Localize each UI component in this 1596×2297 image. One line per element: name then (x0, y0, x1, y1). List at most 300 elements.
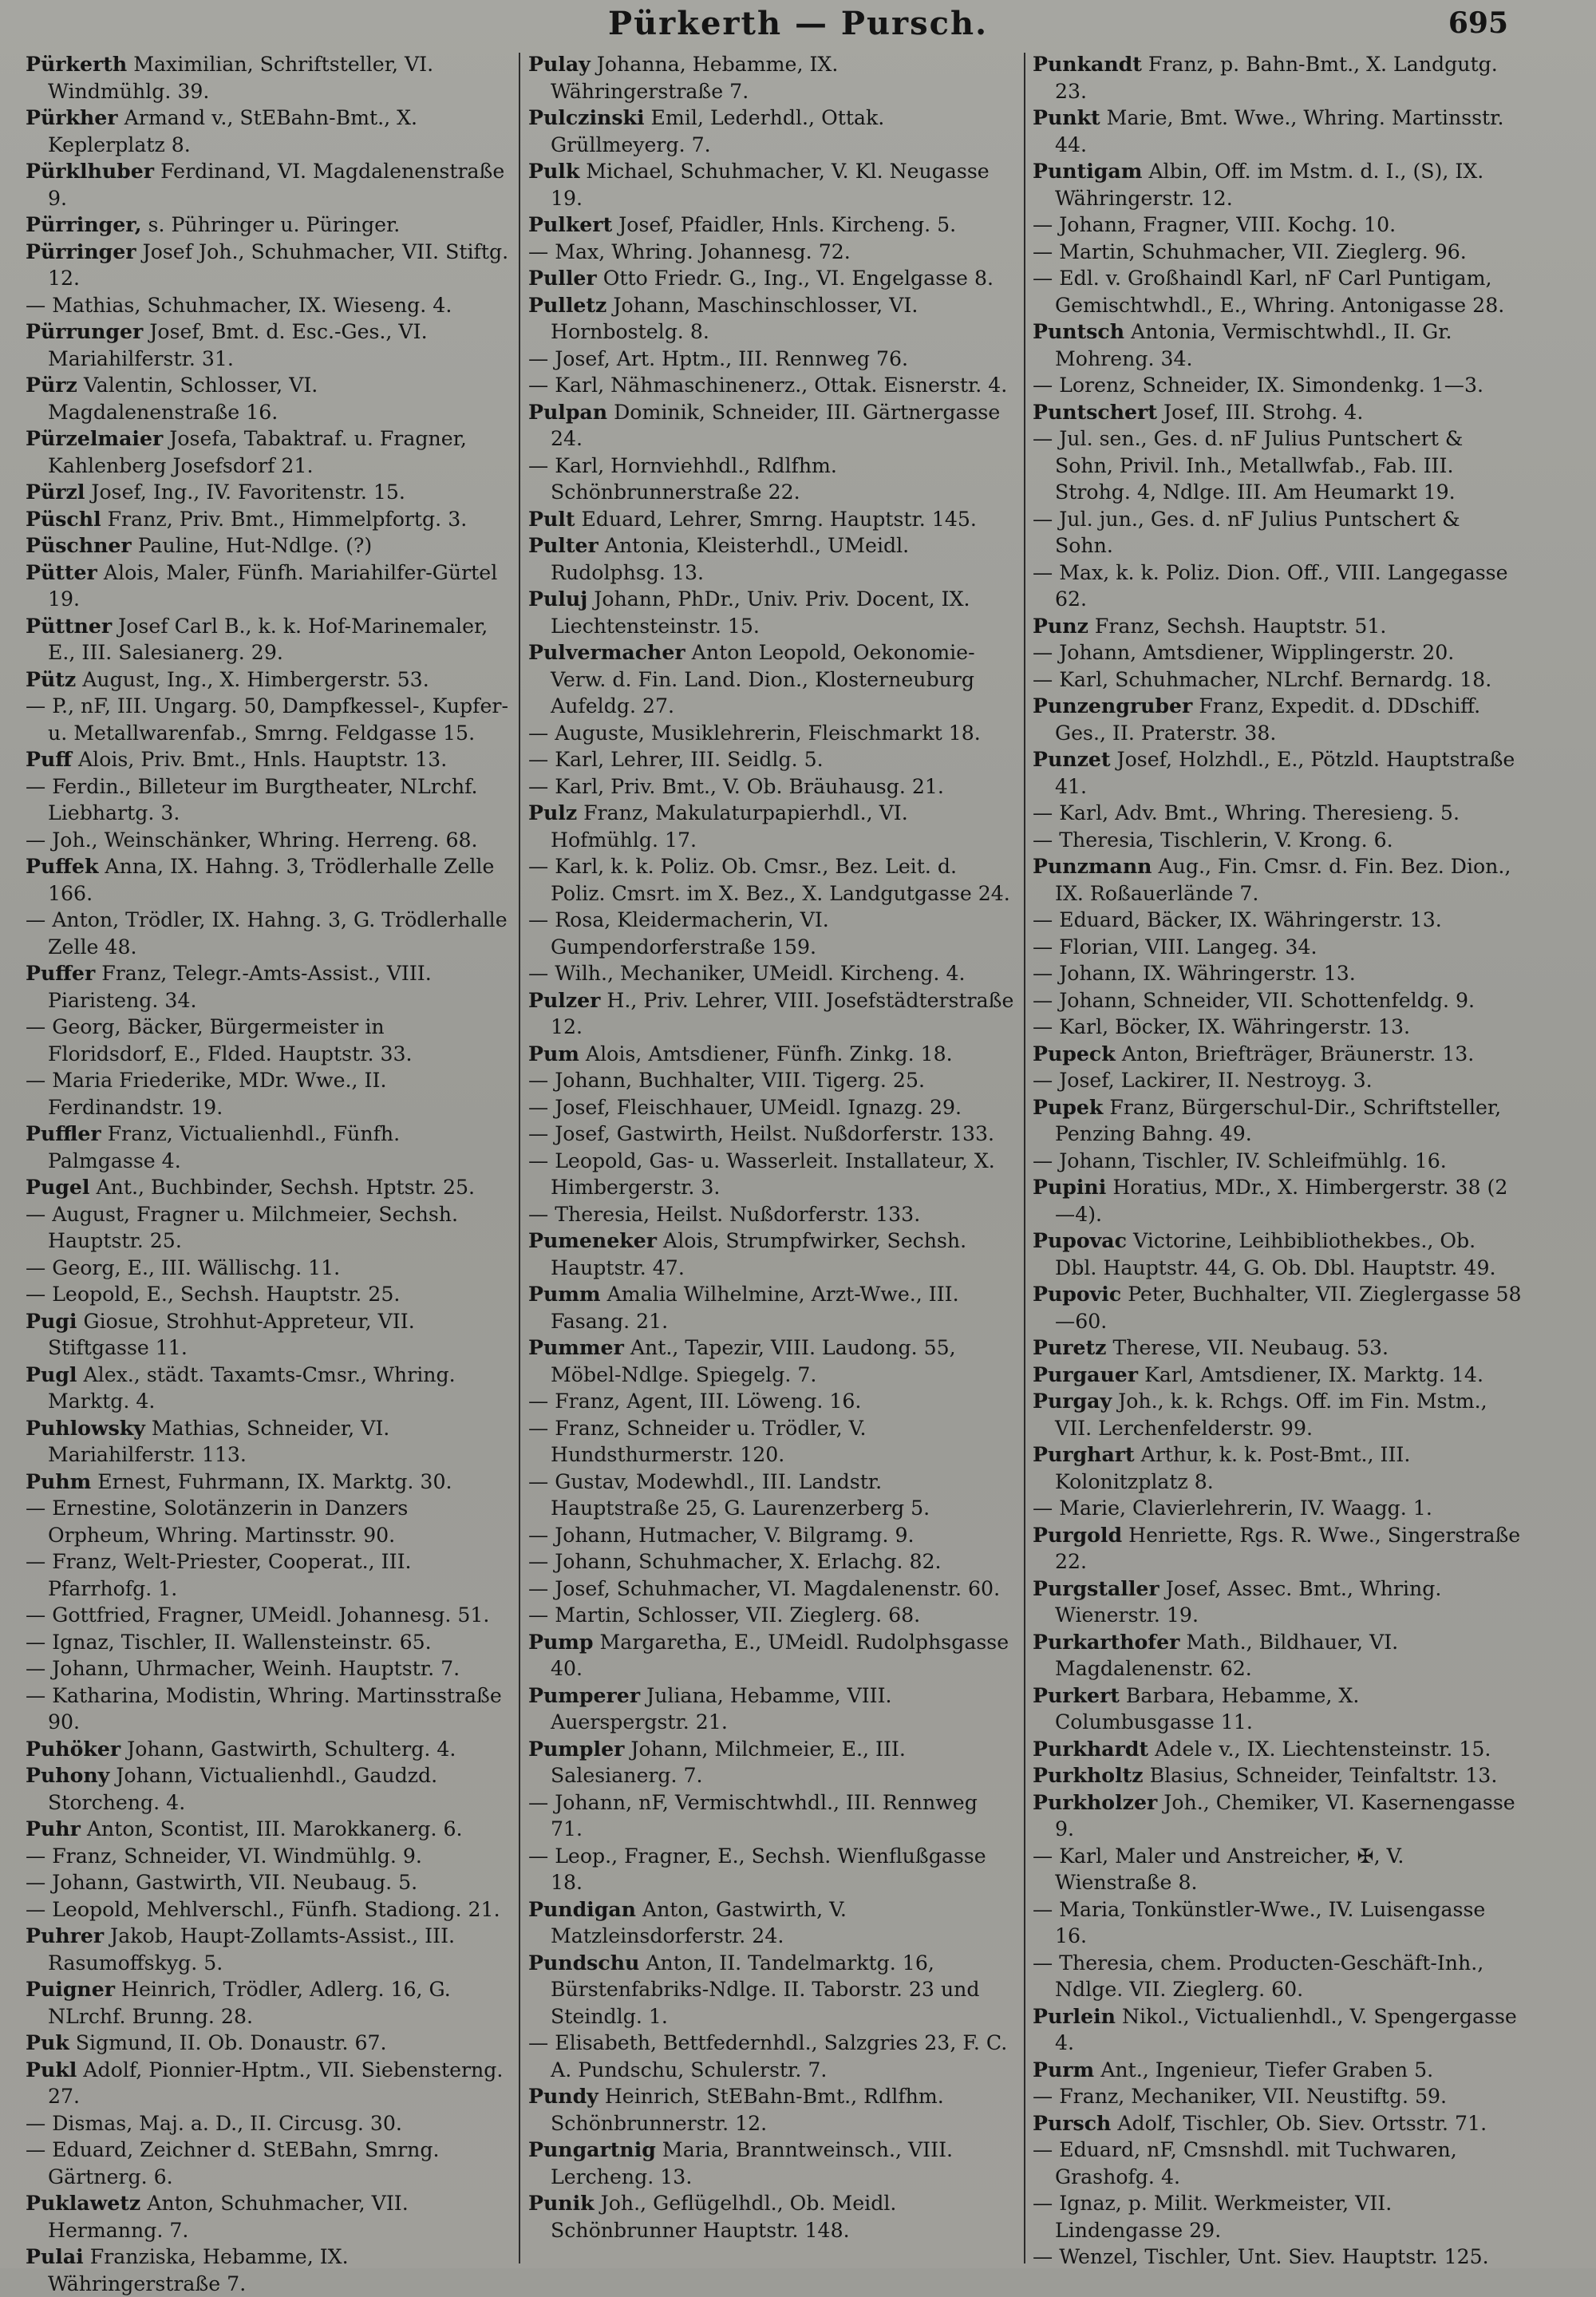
directory-entry (1033, 666, 1523, 694)
entry-details: Josef, Bmt. d. Esc.-Ges., VI. Mariahilferstr. 31. (48, 320, 428, 370)
entry-details: Josef Joh., Schuhmacher, VII. Stiftg. 12. (48, 239, 509, 290)
entry-details: — Johann, Hutmacher, V. Bilgramg. 9. (528, 1523, 915, 1547)
entry-surname: Pürrunger (26, 319, 144, 343)
entry-details: Franz, Bürgerschul-Dir., Schriftsteller, Penzing Bahng. 49. (1055, 1095, 1502, 1145)
entry-surname: Pürkher (26, 105, 118, 129)
entry-surname: Puklawetz (26, 2191, 141, 2215)
entry-surname: Pütz (26, 666, 77, 691)
directory-entry (528, 1950, 1015, 2030)
directory-entry (26, 1736, 509, 1763)
directory-entry (26, 1121, 509, 1174)
entry-details: Karl, Amtsdiener, IX. Marktg. 14. (1138, 1362, 1483, 1386)
entry-details: Sigmund, II. Ob. Donaustr. 67. (69, 2031, 387, 2054)
directory-entry (26, 318, 509, 372)
entry-surname: Pump (528, 1629, 594, 1654)
directory-entry (528, 1789, 1015, 1843)
entry-details: Michael, Schuhmacher, V. Kl. Neugasse 19. (551, 160, 990, 210)
entry-details: — Johann, IX. Währingerstr. 13. (1033, 962, 1356, 985)
directory-entry (26, 1415, 509, 1469)
entry-surname: Pürzelmaier (26, 426, 164, 450)
entry-surname: Puhlowsky (26, 1415, 145, 1440)
directory-entry (1033, 158, 1523, 212)
directory-entry (26, 2057, 509, 2110)
directory-entry (26, 1843, 509, 1870)
entry-details: — Katharina, Modistin, Whring. Martinsstraße 90. (26, 1683, 502, 1734)
entry-details: — Wenzel, Tischler, Unt. Siev. Hauptstr. 125. (1033, 2245, 1489, 2268)
entry-details: — Martin, Schlosser, VII. Zieglerg. 68. (528, 1603, 921, 1627)
directory-entry (528, 1281, 1015, 1334)
entry-surname: Puhöker (26, 1736, 121, 1761)
entry-details: Emil, Lederhdl., Ottak. Grüllmeyerg. 7. (551, 106, 885, 156)
directory-entry (1033, 2057, 1523, 2084)
entry-details: Josefa, Tabaktraf. u. Fragner, Kahlenberg Josefsdorf 21. (48, 427, 467, 477)
directory-entry (1033, 2003, 1523, 2057)
entry-details: — Ignaz, Tischler, II. Wallensteinstr. 65. (26, 1630, 432, 1654)
directory-entry (1033, 639, 1523, 666)
entry-details: — Karl, Hornviehhdl., Rdlfhm. Schönbrunnerstraße 22. (528, 453, 837, 504)
entry-details: Ant., Ingenieur, Tiefer Graben 5. (1094, 2058, 1434, 2082)
directory-entry (1033, 372, 1523, 399)
entry-surname: Puff (26, 747, 72, 771)
directory-entry (26, 1362, 509, 1415)
column-rule (519, 53, 520, 2263)
entry-surname: Pulvermacher (528, 640, 685, 664)
entry-details: — Gustav, Modewhdl., III. Landstr. Hauptstraße 25, G. Laurenzerberg 5. (528, 1469, 930, 1520)
entry-details: Franz, Expedit. d. DDschiff. Ges., II. Praterstr. 38. (1055, 694, 1481, 745)
directory-entry (528, 1148, 1015, 1201)
entry-details: — Franz, Schneider u. Trödler, V. Hundsthurmerstr. 120. (528, 1416, 867, 1466)
directory-entry (528, 532, 1015, 586)
entry-details: Alois, Strumpfwirker, Sechsh. Hauptstr. 47. (551, 1229, 967, 1279)
directory-entry (1033, 934, 1523, 961)
entry-surname: Purkholtz (1033, 1763, 1144, 1787)
directory-entry (528, 1522, 1015, 1549)
entry-details: — Dismas, Maj. a. D., II. Circusg. 30. (26, 2111, 402, 2135)
entry-surname: Puntsch (1033, 319, 1125, 343)
entry-surname: Puk (26, 2030, 69, 2054)
entry-details: — Johann, Gastwirth, VII. Neubaug. 5. (26, 1871, 418, 1894)
entry-details: Math., Bildhauer, VI. Magdalenenstr. 62. (1055, 1630, 1399, 1680)
entry-surname: Pulzer (528, 987, 601, 1012)
directory-entry (26, 239, 509, 292)
entry-details: — Johann, Tischler, IV. Schleifmühlg. 16. (1033, 1148, 1447, 1172)
entry-surname: Pulk (528, 159, 580, 183)
entry-details: Pauline, Hut-Ndlge. (?) (131, 534, 373, 557)
directory-entry (26, 1548, 509, 1602)
directory-entry (528, 773, 1015, 801)
directory-entry (528, 1843, 1015, 1896)
directory-entry (1033, 960, 1523, 987)
entry-details: — Jul. sen., Ges. d. nF Julius Puntschert & Sohn, Privil. Inh., Metallwfab., Fab. III. Strohg. 4, Ndlge. III. Am Heumarkt 19. (1033, 427, 1464, 504)
directory-entry (1033, 1896, 1523, 1950)
entry-details: Anton, II. Tandelmarktg. 16, Bürstenfabriks-Ndlge. II. Taborstr. 23 und Steindlg. 1. (551, 1951, 980, 2028)
directory-entry (1033, 1682, 1523, 1736)
entry-details: — Maria Friederike, MDr. Wwe., II. Ferdinandstr. 19. (26, 1069, 387, 1119)
entry-details: — Josef, Fleischhauer, UMeidl. Ignazg. 29. (528, 1095, 962, 1119)
entry-details: Aug., Fin. Cmsr. d. Fin. Bez. Dion., IX. Roßauerlände 7. (1055, 855, 1511, 905)
directory-entry (528, 51, 1015, 105)
entry-details: Amalia Wilhelmine, Arzt-Wwe., III. Fasang. 21. (551, 1283, 959, 1333)
directory-entry (1033, 1148, 1523, 1175)
directory-entry (26, 1923, 509, 1976)
entry-details: Arthur, k. k. Post-Bmt., III. Kolonitzplatz 8. (1055, 1443, 1411, 1493)
entry-details: Ernest, Fuhrmann, IX. Marktg. 30. (91, 1469, 452, 1493)
directory-entry (26, 1255, 509, 1282)
directory-entry (528, 2190, 1015, 2244)
column-rule (1024, 53, 1025, 2263)
entry-details: Johann, Maschinschlosser, VI. Hornbostelg. 8. (551, 293, 918, 343)
entry-details: August, Ing., X. Himbergerstr. 53. (76, 667, 429, 691)
entry-surname: Puigner (26, 1977, 116, 2001)
directory-entry (1033, 853, 1523, 907)
entry-details: — Leopold, E., Sechsh. Hauptstr. 25. (26, 1283, 401, 1306)
entry-surname: Puluj (528, 587, 588, 611)
entry-details: — Karl, k. k. Poliz. Ob. Cmsr., Bez. Leit. d. Poliz. Cmsrt. im X. Bez., X. Landgutgasse 24. (528, 855, 1010, 905)
directory-entry (26, 479, 509, 506)
entry-details: Margaretha, E., UMeidl. Rudolphsgasse 40. (551, 1630, 1009, 1680)
entry-surname: Purkarthofer (1033, 1629, 1180, 1654)
entry-surname: Punzet (1033, 747, 1111, 771)
entry-details: — Florian, VIII. Langeg. 34. (1033, 935, 1317, 959)
directory-entry (1033, 827, 1523, 854)
entry-details: — Franz, Agent, III. Löweng. 16. (528, 1390, 862, 1413)
entry-details: Johann, PhDr., Univ. Priv. Docent, IX. Liechtensteinstr. 15. (551, 587, 970, 638)
entry-surname: Purm (1033, 2057, 1095, 2082)
directory-entry (26, 2137, 509, 2190)
entry-surname: Pursch (1033, 2110, 1112, 2135)
entry-surname: Pumm (528, 1282, 601, 1306)
directory-entry (1033, 2137, 1523, 2190)
entry-surname: Pumeneker (528, 1228, 658, 1252)
directory-entry (528, 506, 1015, 533)
directory-entry (1033, 1736, 1523, 1763)
entry-details: — Auguste, Musiklehrerin, Fleischmarkt 18. (528, 721, 981, 745)
entry-details: — Karl, Schuhmacher, NLrchf. Bernardg. 18. (1033, 667, 1492, 691)
entry-surname: Puhm (26, 1469, 92, 1493)
entry-surname: Puntigam (1033, 159, 1143, 183)
directory-entry (26, 2244, 509, 2297)
entry-surname: Pugl (26, 1362, 77, 1386)
entry-details: Franz, p. Bahn-Bmt., X. Landgutg. 23. (1055, 53, 1498, 103)
entry-surname: Punkt (1033, 105, 1100, 129)
entry-details: — Leopold, Mehlverschl., Fünfh. Stadiong. 21. (26, 1897, 500, 1921)
entry-surname: Pumpler (528, 1736, 625, 1761)
entry-details: — Jul. jun., Ges. d. nF Julius Puntschert & Sohn. (1033, 507, 1460, 557)
directory-entry (26, 853, 509, 907)
entry-surname: Pukl (26, 2057, 77, 2082)
entry-details: — Johann, Fragner, VIII. Kochg. 10. (1033, 213, 1396, 236)
directory-entry (26, 1655, 509, 1682)
entry-details: Franz, Priv. Bmt., Himmelpfortg. 3. (101, 507, 468, 531)
entry-details: Mathias, Schneider, VI. Mariahilferstr. 113. (48, 1416, 390, 1466)
directory-entry (528, 1121, 1015, 1148)
directory-entry (528, 1602, 1015, 1629)
entry-surname: Pupovac (1033, 1228, 1127, 1252)
entry-surname: Pulczinski (528, 105, 645, 129)
directory-entry (528, 1067, 1015, 1094)
entry-surname: Purkholzer (1033, 1789, 1158, 1814)
entry-surname: Puhr (26, 1817, 81, 1840)
entry-details: — Marie, Clavierlehrerin, IV. Waagg. 1. (1033, 1496, 1432, 1520)
directory-entry (26, 960, 509, 1014)
entry-surname: Pulpan (528, 399, 608, 424)
directory-entry (26, 2030, 509, 2057)
entry-details: Joh., Geflügelhdl., Ob. Meidl. Schönbrunner Hauptstr. 148. (551, 2192, 897, 2242)
directory-entry (1033, 425, 1523, 506)
directory-entry (1033, 1281, 1523, 1334)
entry-surname: Pürkerth (26, 52, 128, 76)
directory-entry (26, 1495, 509, 1548)
directory-entry (26, 1762, 509, 1816)
entry-surname: Puffek (26, 854, 99, 878)
entry-details: Josef, Pfaidler, Hnls. Kircheng. 5. (612, 213, 957, 236)
directory-entry (528, 1629, 1015, 1682)
directory-entry (26, 212, 509, 239)
directory-entry (26, 1816, 509, 1843)
entry-surname: Pupini (1033, 1175, 1107, 1199)
entry-details: — Eduard, Bäcker, IX. Währingerstr. 13. (1033, 908, 1442, 931)
entry-surname: Pundschu (528, 1950, 640, 1975)
directory-entry (528, 292, 1015, 346)
directory-column-1 (26, 51, 509, 2295)
directory-entry (26, 746, 509, 773)
entry-details: — August, Fragner u. Milchmeier, Sechsh. Hauptstr. 25. (26, 1202, 458, 1252)
entry-details: Franz, Makulaturpapierhdl., VI. Hofmühlg. 17. (551, 801, 908, 852)
entry-details: Johann, Milchmeier, E., III. Salesianerg. 7. (551, 1737, 906, 1787)
directory-entry (26, 1014, 509, 1067)
entry-details: — Karl, Lehrer, III. Seidlg. 5. (528, 748, 824, 771)
entry-details: Giosue, Strohhut-Appreteur, VII. Stiftgasse 11. (48, 1309, 415, 1359)
entry-details: — Josef, Gastwirth, Heilst. Nußdorferstr. 133. (528, 1122, 995, 1145)
directory-entry (1033, 613, 1523, 640)
directory-entry (528, 1041, 1015, 1068)
entry-surname: Punzmann (1033, 854, 1152, 878)
entry-details: — Johann, Schuhmacher, X. Erlachg. 82. (528, 1550, 942, 1573)
entry-details: Josef, III. Strohg. 4. (1156, 400, 1364, 424)
entry-details: — Elisabeth, Bettfedernhdl., Salzgries 23, F. C. A. Pundschu, Schulerstr. 7. (528, 2031, 1008, 2082)
page-number: 695 (1448, 6, 1508, 40)
entry-details: — Eduard, nF, Cmsnshdl. mit Tuchwaren, Grashofg. 4. (1033, 2138, 1457, 2188)
directory-entry (1033, 399, 1523, 426)
entry-details: Antonia, Kleisterhdl., UMeidl. Rudolphsg. 13. (551, 534, 910, 584)
directory-column-3 (1033, 51, 1523, 2268)
directory-entry (1033, 1762, 1523, 1789)
directory-entry (528, 1334, 1015, 1388)
entry-details: Josef Carl B., k. k. Hof-Marinemaler, E., III. Salesianerg. 29. (48, 614, 488, 664)
entry-surname: Puntschert (1033, 399, 1157, 424)
page-header (0, 0, 1596, 49)
entry-surname: Purgauer (1033, 1362, 1139, 1386)
entry-details: Adele v., IX. Liechtensteinstr. 15. (1148, 1737, 1491, 1761)
entry-details: — Theresia, chem. Producten-Geschäft-Inh., Ndlge. VII. Zieglerg. 60. (1033, 1951, 1484, 2001)
directory-entry (1033, 1334, 1523, 1362)
directory-entry (26, 2110, 509, 2137)
entry-surname: Pulter (528, 533, 598, 557)
directory-entry (1033, 1789, 1523, 1843)
directory-entry (528, 1469, 1015, 1522)
directory-entry (528, 1682, 1015, 1736)
entry-surname: Pummer (528, 1335, 624, 1359)
entry-details: Otto Friedr. G., Ing., VI. Engelgasse 8. (596, 267, 994, 290)
entry-details: Jakob, Haupt-Zollamts-Assist., III. Rasumoffskyg. 5. (48, 1924, 456, 1975)
directory-entry (528, 399, 1015, 453)
directory-entry (528, 720, 1015, 747)
entry-details: — Ernestine, Solotänzerin in Danzers Orpheum, Whring. Martinsstr. 90. (26, 1496, 409, 1547)
directory-column-2 (528, 51, 1015, 2262)
directory-entry (26, 1682, 509, 1736)
directory-entry (1033, 239, 1523, 266)
directory-entry (26, 1174, 509, 1201)
entry-details: — Leopold, Gas- u. Wasserleit. Installateur, X. Himbergerstr. 3. (528, 1148, 995, 1199)
entry-details: — Karl, Priv. Bmt., V. Ob. Bräuhausg. 21. (528, 774, 944, 798)
entry-details: Heinrich, StEBahn-Bmt., Rdlfhm. Schönbrunnerstr. 12. (551, 2085, 944, 2135)
entry-details: — Rosa, Kleidermacherin, VI. Gumpendorferstraße 159. (528, 908, 829, 959)
entry-details: — Franz, Welt-Priester, Cooperat., III. Pfarrhofg. 1. (26, 1550, 412, 1600)
entry-details: Joh., Chemiker, VI. Kasernengasse 9. (1055, 1790, 1515, 1840)
entry-details: — Josef, Schuhmacher, VI. Magdalenenstr. 60. (528, 1576, 1001, 1600)
entry-details: — Josef, Art. Hptm., III. Rennweg 76. (528, 346, 909, 370)
directory-entry (26, 506, 509, 533)
entry-surname: Pulai (26, 2244, 84, 2268)
entry-surname: Pugi (26, 1308, 77, 1333)
entry-details: Anna, IX. Hahng. 3, Trödlerhalle Zelle 166. (48, 855, 495, 905)
entry-details: Ant., Buchbinder, Sechsh. Hptstr. 25. (89, 1176, 476, 1199)
entry-surname: Purkert (1033, 1682, 1120, 1707)
entry-details: Albin, Off. im Mstm. d. I., (S), IX. Währingerstr. 12. (1055, 160, 1484, 210)
entry-details: — Karl, Adv. Bmt., Whring. Theresieng. 5. (1033, 801, 1460, 824)
entry-details: Josef, Assec. Bmt., Whring. Wienerstr. 19. (1055, 1576, 1442, 1627)
entry-details: Eduard, Lehrer, Smrng. Hauptstr. 145. (575, 507, 977, 531)
entry-details: Anton, Gastwirth, V. Matzleinsdorferstr. 24. (551, 1897, 847, 1947)
directory-entry (1033, 2083, 1523, 2110)
entry-surname: Püschl (26, 506, 101, 531)
entry-surname: Pupovic (1033, 1282, 1122, 1306)
entry-surname: Püttner (26, 613, 113, 638)
entry-surname: Pürz (26, 373, 77, 397)
directory-entry (26, 1201, 509, 1255)
entry-details: — Ferdin., Billeteur im Burgtheater, NLrchf. Liebhartg. 3. (26, 774, 478, 824)
entry-details: Marie, Bmt. Wwe., Whring. Martinsstr. 44. (1055, 106, 1504, 156)
directory-entry (1033, 1094, 1523, 1148)
directory-entry (528, 907, 1015, 960)
directory-entry (1033, 1388, 1523, 1441)
entry-surname: Puhrer (26, 1923, 105, 1947)
directory-entry (26, 1602, 509, 1629)
entry-details: — Lorenz, Schneider, IX. Simondenkg. 1—3. (1033, 374, 1483, 397)
entry-details: s. Pühringer u. Püringer. (141, 213, 401, 236)
entry-surname: Pulay (528, 52, 591, 76)
entry-details: Horatius, MDr., X. Himbergerstr. 38 (2—4). (1055, 1176, 1508, 1226)
directory-entry (26, 372, 509, 425)
entry-details: — Joh., Weinschänker, Whring. Herreng. 68. (26, 828, 478, 852)
entry-details: — Eduard, Zeichner d. StEBahn, Smrng. Gärtnerg. 6. (26, 2138, 440, 2188)
entry-details: — Johann, Uhrmacher, Weinh. Hauptstr. 7. (26, 1657, 460, 1680)
entry-details: Therese, VII. Neubaug. 53. (1106, 1336, 1389, 1359)
entry-details: — Theresia, Tischlerin, V. Krong. 6. (1033, 828, 1393, 852)
entry-surname: Püschner (26, 533, 132, 557)
entry-surname: Puffer (26, 961, 96, 985)
entry-surname: Pulz (528, 801, 578, 824)
entry-details: Alois, Amtsdiener, Fünfh. Zinkg. 18. (579, 1042, 953, 1065)
entry-details: Adolf, Tischler, Ob. Siev. Ortsstr. 71. (1111, 2111, 1487, 2135)
entry-surname: Pulletz (528, 292, 607, 317)
entry-details: Juliana, Hebamme, VIII. Auerspergstr. 21. (551, 1683, 892, 1734)
entry-details: Anton Leopold, Oekonomie-Verw. d. Fin. Land. Dion., Klosterneuburg Aufeldg. 27. (551, 641, 975, 718)
directory-entry (26, 666, 509, 694)
entry-details: Maximilian, Schriftsteller, VI. Windmühlg. 39. (48, 53, 434, 103)
entry-surname: Purkhardt (1033, 1736, 1149, 1761)
entry-surname: Punz (1033, 613, 1088, 638)
directory-entry (528, 212, 1015, 239)
entry-details: — Max, k. k. Poliz. Dion. Off., VIII. Langegasse 62. (1033, 560, 1508, 611)
directory-entry (528, 453, 1015, 506)
directory-entry (26, 773, 509, 827)
entry-surname: Puretz (1033, 1335, 1107, 1359)
entry-details: Franz, Sechsh. Hauptstr. 51. (1088, 614, 1387, 638)
directory-entry (1033, 1950, 1523, 2003)
directory-entry (26, 1067, 509, 1121)
entry-surname: Pum (528, 1041, 579, 1065)
entry-details: — Gottfried, Fragner, UMeidl. Johannesg. 51. (26, 1603, 490, 1627)
entry-surname: Pulkert (528, 212, 613, 236)
directory-entry (26, 1308, 509, 1362)
entry-surname: Pundigan (528, 1896, 636, 1921)
entry-details: Barbara, Hebamme, X. Columbusgasse 11. (1055, 1683, 1360, 1734)
directory-entry (1033, 987, 1523, 1014)
directory-entry (528, 2137, 1015, 2190)
directory-entry (528, 746, 1015, 773)
directory-entry (26, 1629, 509, 1656)
directory-entry (26, 559, 509, 613)
entry-details: Peter, Buchhalter, VII. Zieglergasse 58—60. (1055, 1283, 1522, 1333)
directory-entry (1033, 1441, 1523, 1495)
directory-entry (1033, 1228, 1523, 1281)
directory-entry (528, 2083, 1015, 2137)
entry-details: — Johann, Amtsdiener, Wipplingerstr. 20. (1033, 641, 1455, 664)
directory-entry (26, 105, 509, 158)
directory-entry (528, 346, 1015, 373)
entry-details: — Theresia, Heilst. Nußdorferstr. 133. (528, 1202, 921, 1226)
directory-entry (1033, 746, 1523, 800)
entry-surname: Punzengruber (1033, 694, 1193, 718)
entry-details: Blasius, Schneider, Teinfaltstr. 13. (1143, 1764, 1498, 1787)
directory-entry (528, 1736, 1015, 1789)
directory-entry (1033, 1575, 1523, 1629)
directory-entry (1033, 212, 1523, 239)
entry-details: Antonia, Vermischtwhdl., II. Gr. Mohreng. 34. (1055, 320, 1452, 370)
directory-entry (1033, 693, 1523, 746)
directory-entry (1033, 1522, 1523, 1575)
entry-surname: Pungartnig (528, 2137, 656, 2161)
entry-details: — Georg, E., III. Wällischg. 11. (26, 1255, 341, 1279)
entry-details: — Martin, Schuhmacher, VII. Zieglerg. 96. (1033, 239, 1467, 263)
entry-details: — Karl, Maler und Anstreicher, ✠, V. Wienstraße 8. (1033, 1844, 1404, 1894)
entry-details: Heinrich, Trödler, Adlerg. 16, G. NLrchf. Brunng. 28. (48, 1978, 451, 2028)
entry-details: — Leop., Fragner, E., Sechsh. Wienflußgasse 18. (528, 1844, 986, 1894)
entry-details: Ant., Tapezir, VIII. Laudong. 55, Möbel-Ndlge. Spiegelg. 7. (551, 1336, 956, 1386)
entry-details: Anton, Schuhmacher, VII. Hermanng. 7. (48, 2192, 409, 2242)
entry-details: — Franz, Schneider, VI. Windmühlg. 9. (26, 1844, 422, 1868)
directory-entry (528, 2030, 1015, 2083)
directory-entry (528, 105, 1015, 158)
entry-details: — Johann, nF, Vermischtwhdl., III. Rennweg 71. (528, 1790, 978, 1840)
entry-details: Johanna, Hebamme, IX. Währingerstraße 7. (551, 53, 839, 103)
directory-entry (1033, 2190, 1523, 2244)
entry-surname: Purghart (1033, 1442, 1135, 1466)
directory-entry (26, 613, 509, 666)
directory-entry (26, 532, 509, 559)
entry-details: H., Priv. Lehrer, VIII. Josefstädterstraße 12. (551, 988, 1014, 1038)
